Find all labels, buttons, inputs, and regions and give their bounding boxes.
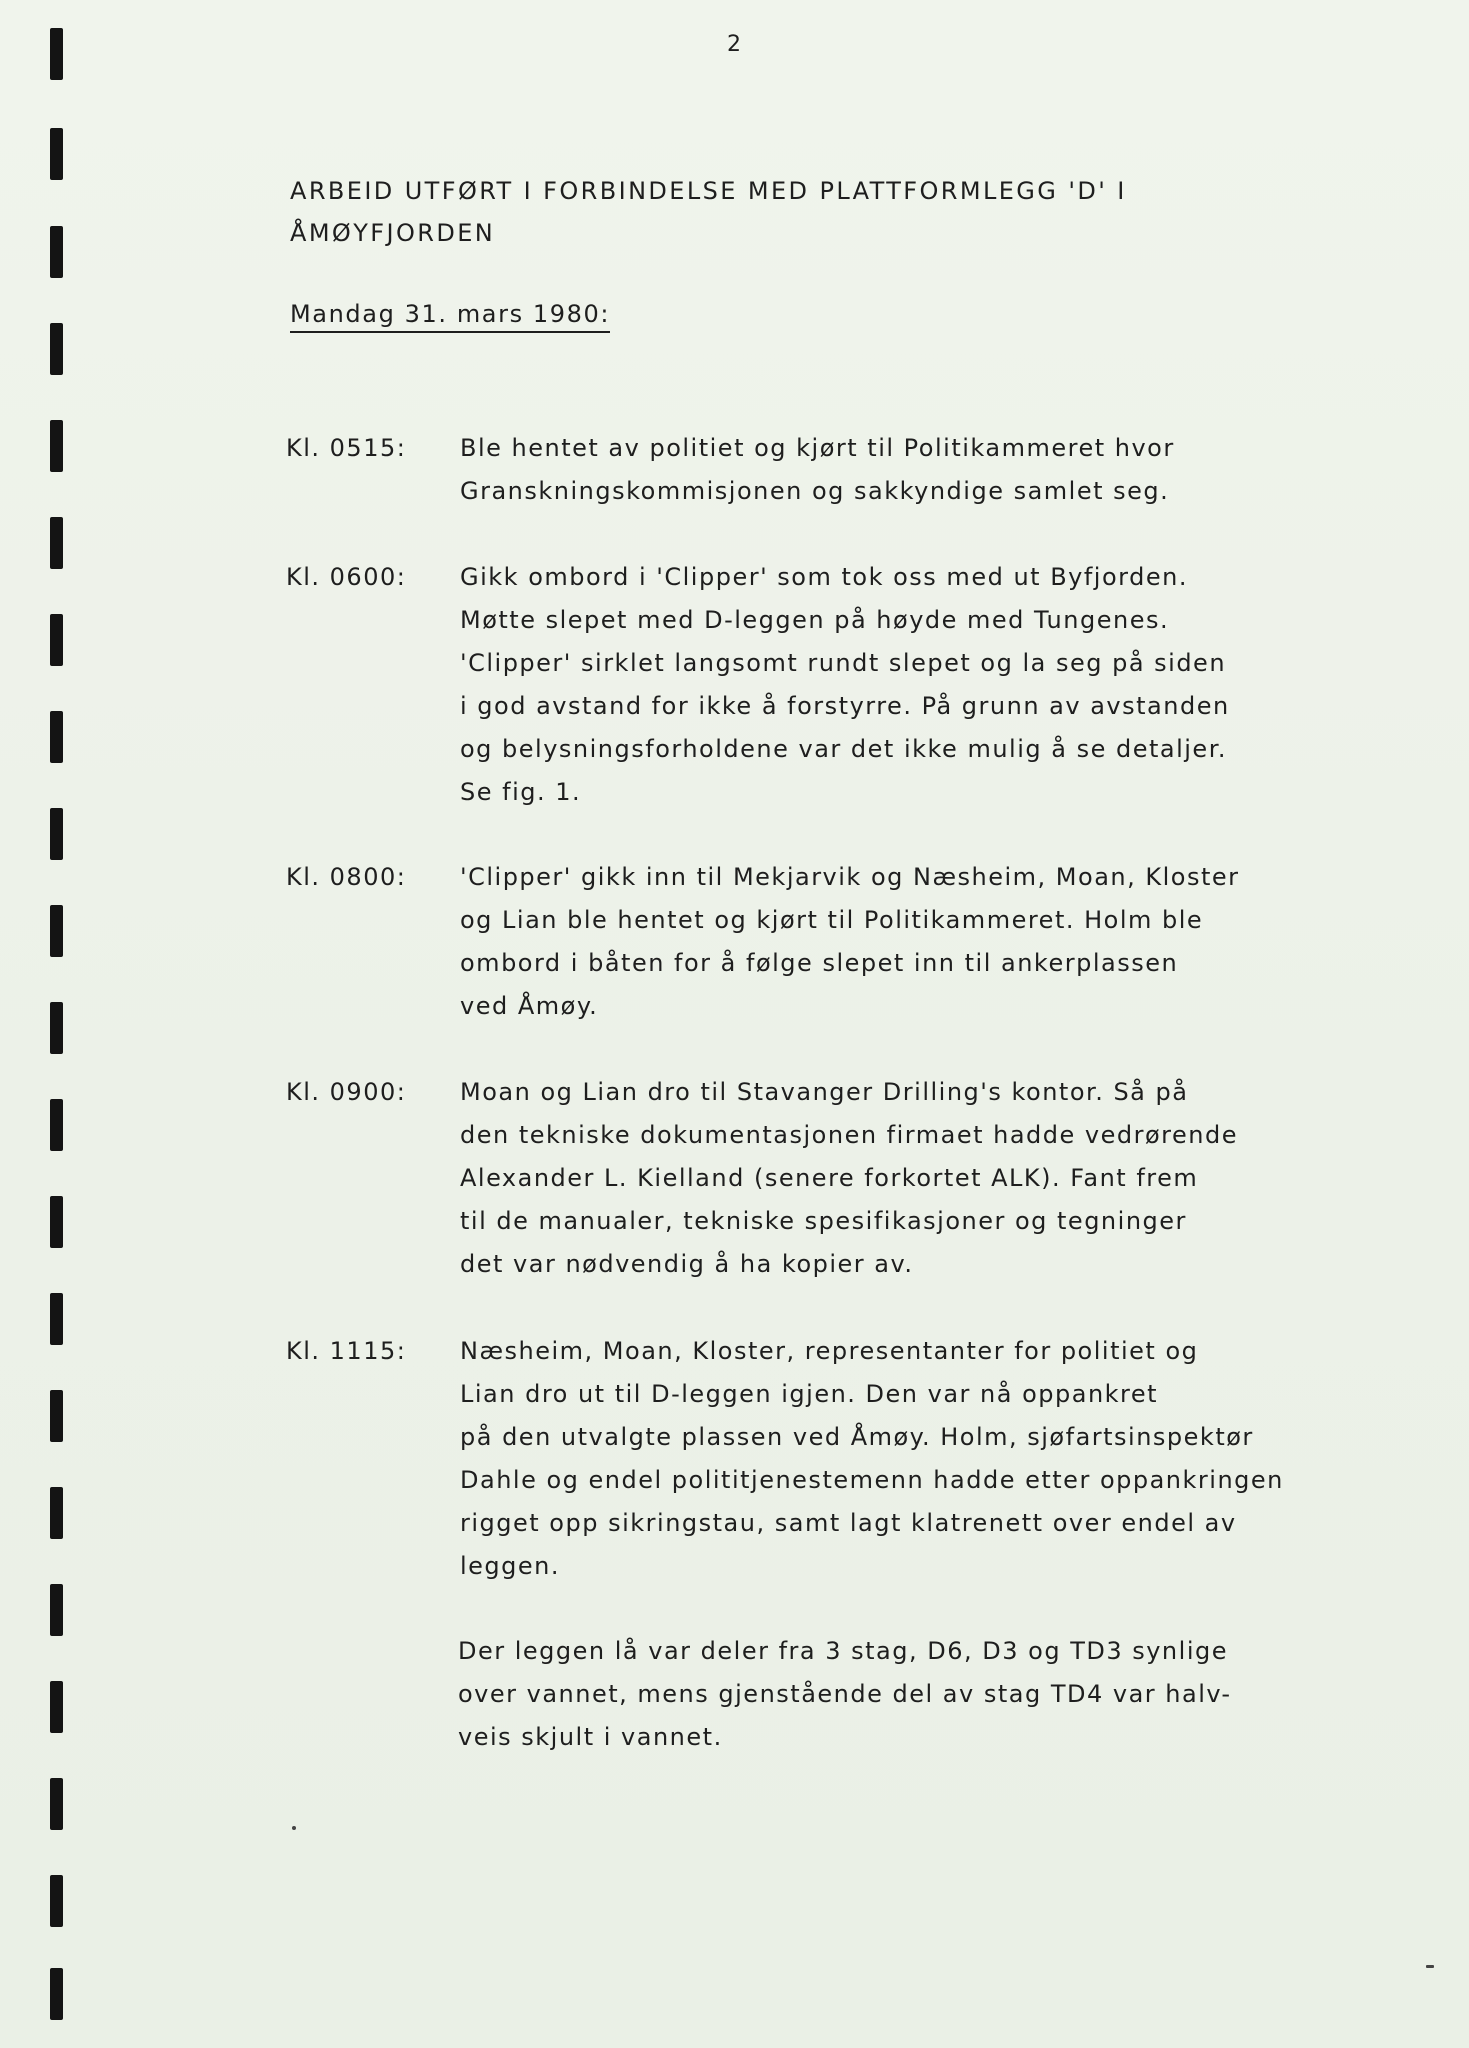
binding-mark [50,1681,63,1733]
entry-text: Ble hentet av politiet og kjørt til Politikammeret hvor Granskningskommisjonen og sakkyndige samlet seg. [460,434,1175,505]
entry-time: Kl. 0900: [286,1078,407,1106]
binding-mark [50,1778,63,1830]
binding-mark [50,1875,63,1927]
document-title: ARBEID UTFØRT I FORBINDELSE MED PLATTFORMLEGG 'D' I ÅMØYFJORDEN [290,177,1127,247]
entry-text: 'Clipper' gikk inn til Mekjarvik og Næsheim, Moan, Kloster og Lian ble hentet og kjørt til Politikammeret. Holm ble ombord i båten for å følge slepet inn til ankerplassen ved Åmøy. [460,863,1240,1020]
binding-mark [50,905,63,957]
binding-mark [50,517,63,569]
binding-mark [50,420,63,472]
binding-mark [50,323,63,375]
binding-mark [50,1487,63,1539]
binding-mark [50,711,63,763]
page-number: 2 [727,32,742,57]
scan-speck [1426,1965,1434,1968]
date-heading: Mandag 31. mars 1980: [290,300,610,333]
binding-mark [50,1196,63,1248]
binding-mark [50,808,63,860]
scan-speck [292,1826,296,1830]
entry-text: Næsheim, Moan, Kloster, representanter for politiet og Lian dro ut til D-leggen igjen. Den var nå oppankret på den utvalgte plassen ved Åmøy. Holm, sjøfartsinspektør Dahle og endel polititjenestemenn hadde etter oppankringen rigget opp sikringstau, samt lagt klatrenett over endel av leggen. [460,1337,1284,1580]
entry-time: Kl. 1115: [286,1337,407,1365]
entry-time: Kl. 0515: [286,434,407,462]
binding-mark [50,1390,63,1442]
binding-mark [50,614,63,666]
entry-time: Kl. 0800: [286,863,407,891]
binding-mark [50,1968,63,2020]
binding-mark [50,28,63,80]
binding-mark [50,1002,63,1054]
closing-paragraph: Der leggen lå var deler fra 3 stag, D6, D3 og TD3 synlige over vannet, mens gjenstående del av stag TD4 var halv- veis skjult i vannet. [458,1637,1232,1751]
binding-mark [50,1099,63,1151]
entry-text: Moan og Lian dro til Stavanger Drilling's kontor. Så på den tekniske dokumentasjonen firmaet hadde vedrørende Alexander L. Kielland (senere forkortet ALK). Fant frem til de manualer, tekniske spesifikasjoner og tegninger det var nødvendig å ha kopier av. [460,1078,1238,1278]
entry-time: Kl. 0600: [286,563,407,591]
entry-text: Gikk ombord i 'Clipper' som tok oss med ut Byfjorden. Møtte slepet med D-leggen på høyde med Tungenes. 'Clipper' sirklet langsomt rundt slepet og la seg på siden i god avstand for ikke å forstyrre. På grunn av avstanden og belysningsforholdene var det ikke mulig å se detaljer. Se fig. 1. [460,563,1230,806]
binding-marks [50,0,72,2048]
binding-mark [50,128,63,180]
binding-mark [50,1293,63,1345]
binding-mark [50,1584,63,1636]
binding-mark [50,226,63,278]
